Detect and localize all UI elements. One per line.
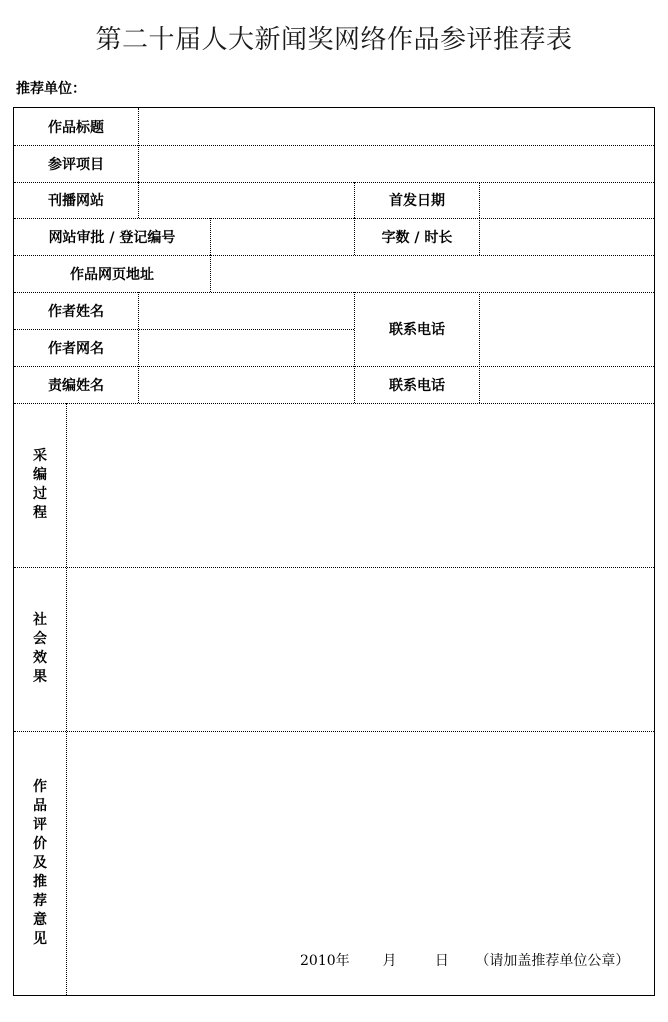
work-title-field[interactable] (139, 108, 654, 145)
label-website-approval-number: 网站审批 / 登记编号 (48, 229, 176, 246)
evaluation-item-field[interactable] (139, 145, 654, 182)
website-approval-number-field[interactable] (211, 218, 354, 255)
date-year: 2010年 (300, 953, 350, 969)
first-release-date-field[interactable] (480, 182, 654, 218)
process-field[interactable] (67, 404, 654, 567)
label-editor-contact-phone: 联系电话 (389, 377, 445, 394)
label-word-count-duration: 字数 / 时长 (381, 229, 453, 246)
label-work-title: 作品标题 (48, 119, 104, 136)
contact-phone-field[interactable] (480, 292, 654, 366)
label-editor-name: 责编姓名 (48, 377, 104, 394)
author-net-name-field[interactable] (139, 329, 354, 366)
editor-contact-phone-field[interactable] (480, 366, 654, 403)
publishing-website-field[interactable] (139, 182, 354, 218)
label-evaluation-recommendation: 作 品 评 价 及 推 荐 意 见 (33, 778, 47, 947)
label-evaluation-item: 参评项目 (48, 156, 104, 173)
editor-name-field[interactable] (139, 366, 354, 403)
social-effect-field[interactable] (67, 568, 654, 731)
seal-note: （请加盖推荐单位公章） (475, 953, 630, 969)
label-process: 采 编 过 程 (33, 448, 47, 521)
word-count-duration-field[interactable] (480, 218, 654, 255)
label-work-page-url: 作品网页地址 (70, 266, 154, 283)
label-first-release-date: 首发日期 (389, 193, 445, 209)
work-page-url-field[interactable] (211, 255, 654, 292)
label-publishing-website: 刊播网站 (48, 193, 104, 209)
signature-date-line (300, 952, 629, 970)
label-author-net-name: 作者网名 (48, 340, 104, 357)
recommending-unit-label: 推荐单位： (16, 81, 86, 97)
date-month: 月 (382, 953, 397, 969)
page-title: 第二十届人大新闻奖网络作品参评推荐表 (95, 25, 573, 55)
label-social-effect: 社 会 效 果 (33, 612, 47, 685)
label-author-name: 作者姓名 (48, 303, 104, 320)
label-contact-phone: 联系电话 (389, 322, 445, 338)
author-name-field[interactable] (139, 292, 354, 329)
date-day: 日 (434, 953, 449, 969)
recommendation-form (13, 107, 655, 996)
